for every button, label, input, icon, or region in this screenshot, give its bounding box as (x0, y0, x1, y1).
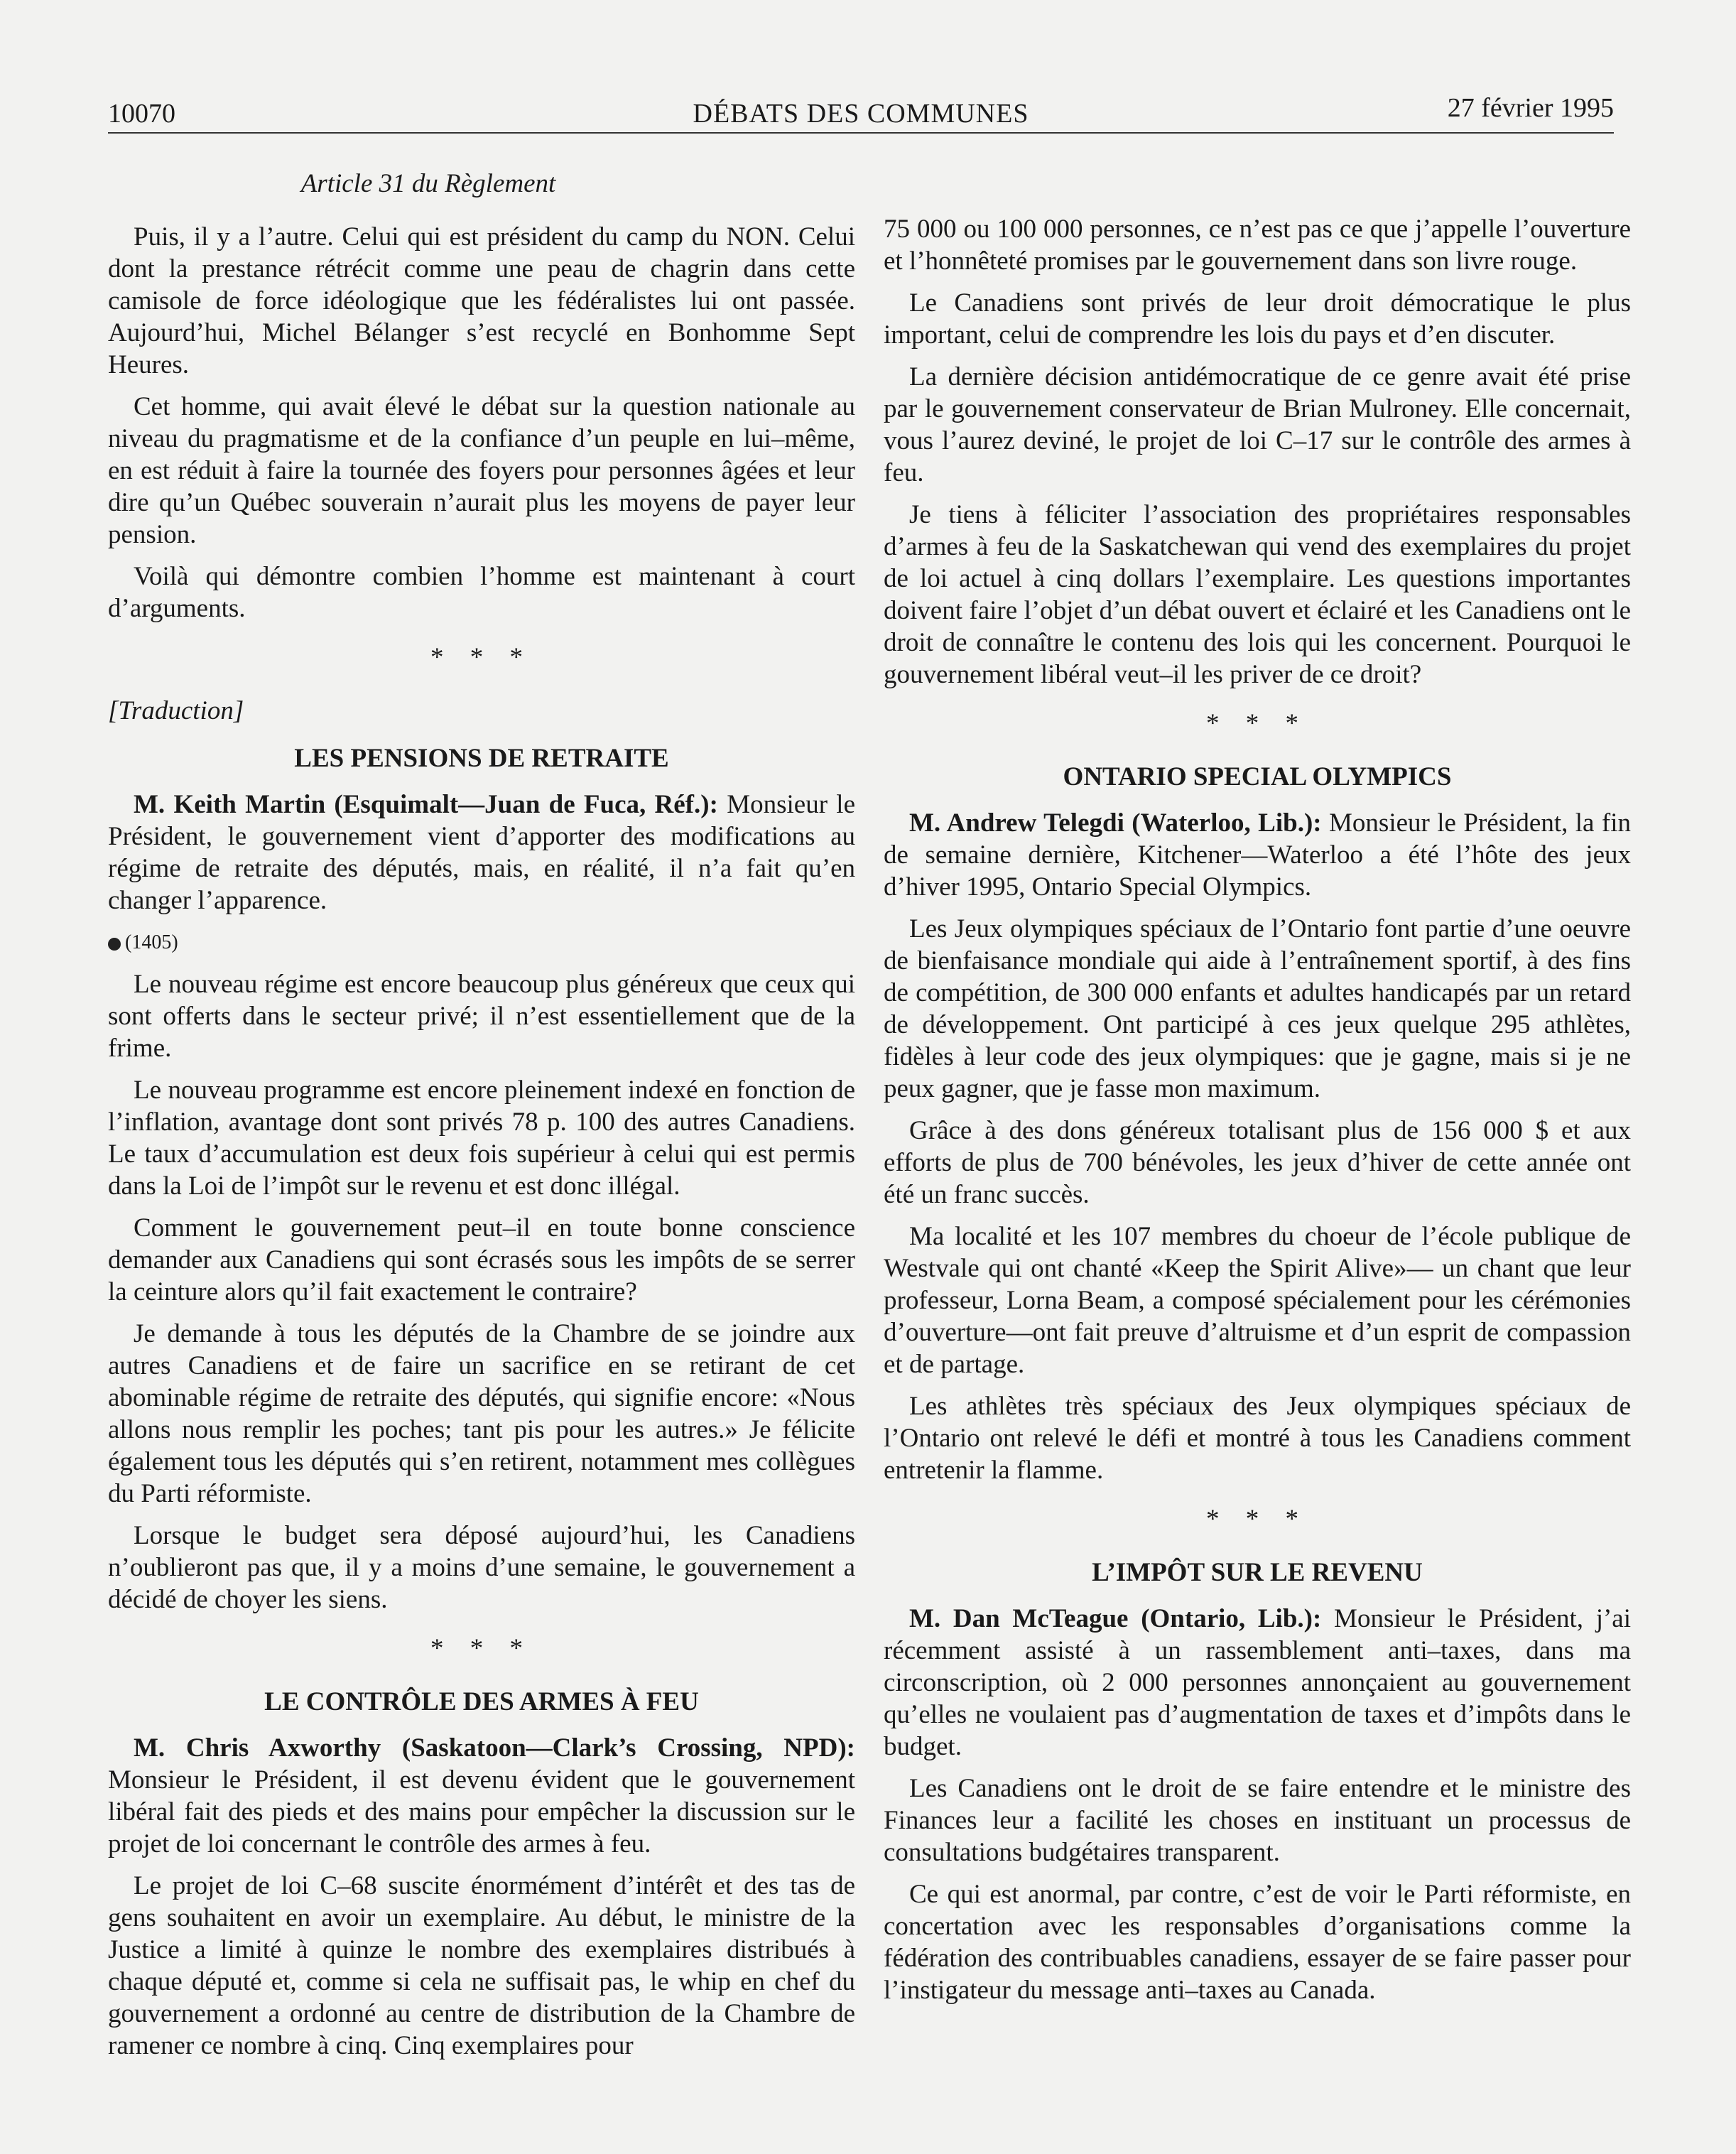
paragraph: Ce qui est anormal, par contre, c’est de voir le Parti réformiste, en concertation avec les responsables d’organisations comme la fédération des contribuables canadiens, essayer de se faire passer pour l’instigateur du message anti–taxes au Canada. (884, 1880, 1631, 2005)
paragraph: 75 000 ou 100 000 personnes, ce n’est pas ce que j’appelle l’ouverture et l’honnêteté promises par le gouvernement dans son livre rouge. (884, 215, 1631, 276)
paragraph: La dernière décision antidémocratique de ce genre avait été prise par le gouvernement conservateur de Brian Mulroney. Elle concernait, vous l’aurez deviné, le projet de loi C–17 sur le contrôle des armes à feu. (884, 362, 1631, 487)
section-heading: LE CONTRÔLE DES ARMES À FEU (264, 1687, 699, 1716)
paragraph: Le nouveau régime est encore beaucoup plus généreux que ceux qui sont offerts dans le secteur privé; il n’est essentiellement que de la frime. (108, 970, 855, 1063)
issue-date: 27 février 1995 (1447, 93, 1614, 123)
speaker-text: Monsieur le Président, j’ai récemment assisté à un rassemblement anti–taxes, dans ma circonscription, où 2 000 personnes annonçaient au gouvernement qu’elles ne voulaient pas d’augmentation de taxes et d’impôts dans le budget. (884, 1604, 1631, 1761)
paragraph: Grâce à des dons généreux totalisant plus de 156 000 $ et aux efforts de plus de 700 bénévoles, les jeux d’hiver de cette année ont été un franc succès. (884, 1116, 1631, 1209)
paragraph: Je demande à tous les députés de la Chambre de se joindre aux autres Canadiens et de faire un sacrifice en se retirant de cet abominable régime de retraite des députés, qui signifie encore: «Nous allons nous remplir les poches; tant pis pour les autres.» Je félicite également tous les députés qui s’en retirent, notamment mes collègues du Parti réformiste. (108, 1319, 855, 1508)
page-number: 10070 (108, 99, 175, 129)
speaker-text: Monsieur le Président, la fin de semaine dernière, Kitchener—Waterloo a été l’hôte des jeux d’hiver 1995, Ontario Special Olympics. (884, 808, 1632, 902)
paragraph: Voilà qui démontre combien l’homme est maintenant à court d’arguments. (108, 562, 855, 623)
paragraph: Le nouveau programme est encore pleinement indexé en fonction de l’inflation, avantage dont sont privés 78 p. 100 des autres Canadiens. Le taux d’accumulation est deux fois supérieur à celui qui est permis dans la Loi de l’impôt sur le revenu et est donc illégal. (108, 1076, 855, 1201)
paragraph: Cet homme, qui avait élevé le débat sur la question nationale au niveau du pragmatisme et de la confiance d’un peuple en lui–même, en est réduit à faire la tournée des foyers pour personnes âgées et leur dire qu’un Québec souverain n’aurait plus les moyens de payer leur pension. (108, 392, 855, 549)
paragraph: Ma localité et les 107 membres du choeur de l’école publique de Westvale qui ont chanté «Keep the Spirit Alive»— un chant que leur professeur, Lorna Beam, a composé spécialement pour les cérémonies d’ouverture—ont fait preuve d’altruisme et d’un esprit de compassion et de partage. (884, 1222, 1631, 1379)
header-rule (108, 132, 1614, 134)
paragraph: Comment le gouvernement peut–il en toute bonne conscience demander aux Canadiens qui sont écrasés sous les impôts de se serrer la ceinture alors qu’il fait exactement le contraire? (108, 1213, 855, 1306)
section-separator: * * * (1206, 709, 1308, 738)
speaker-name: M. Keith Martin (Esquimalt—Juan de Fuca, Réf.): (134, 790, 718, 819)
bullet-icon (108, 938, 121, 951)
paragraph: Puis, il y a l’autre. Celui qui est président du camp du NON. Celui dont la prestance rétrécit comme une peau de chagrin dans cette camisole de force idéologique que les fédéralistes lui ont passée. Aujourd’hui, Michel Bélanger s’est recyclé en Bonhomme Sept Heures. (108, 222, 855, 379)
speaker-name: M. Chris Axworthy (Saskatoon—Clark’s Crossing, NPD): (134, 1733, 855, 1763)
journal-title: DÉBATS DES COMMUNES (693, 99, 1029, 129)
speaker-text: Monsieur le Président, le gouvernement vient d’apporter des modifications au régime de retraite des députés, mais, en réalité, il n’a fait qu’en changer l’apparence. (108, 790, 855, 915)
speaker-paragraph (108, 1732, 855, 1860)
section-rubric: Article 31 du Règlement (300, 169, 556, 198)
paragraph: Les athlètes très spéciaux des Jeux olympiques spéciaux de l’Ontario ont relevé le défi et montré à tous les Canadiens comment entretenir la flamme. (884, 1392, 1631, 1485)
right-column (884, 213, 1631, 2016)
speaker-paragraph (884, 1603, 1631, 1763)
speaker-text: Monsieur le Président, il est devenu évident que le gouvernement libéral fait des pieds et des mains pour empêcher la discussion sur le projet de loi concernant le contrôle des armes à feu. (108, 1765, 855, 1858)
section-separator: * * * (430, 1634, 533, 1663)
section-heading: L’IMPÔT SUR LE REVENU (1092, 1558, 1423, 1587)
section-heading: ONTARIO SPECIAL OLYMPICS (1063, 762, 1452, 791)
page-header (108, 93, 1614, 134)
paragraph: Lorsque le budget sera déposé aujourd’hui, les Canadiens n’oublieront pas que, il y a moins d’une semaine, le gouvernement a décidé de choyer les siens. (108, 1521, 855, 1614)
paragraph: Les Jeux olympiques spéciaux de l’Ontario font partie d’une oeuvre de bienfaisance mondiale qui aide à l’entraînement sportif, à des fins de compétition, de 300 000 enfants et adultes handicapés par un retard de développement. Ont participé à ces jeux quelque 295 athlètes, fidèles à leur code des jeux olympiques: que je gagne, mais si je ne peux gagner, que je fasse mon maximum. (884, 914, 1631, 1103)
paragraph: Je tiens à féliciter l’association des propriétaires responsables d’armes à feu de la Saskatchewan qui vend des exemplaires du projet de loi actuel à cinq dollars l’exemplaire. Les questions importantes doivent faire l’objet d’un débat ouvert et éclairé et les Canadiens ont le droit de connaître le contenu des lois qui les concernent. Pourquoi le gouvernement libéral veut–il les priver de ce droit? (884, 500, 1631, 689)
paragraph: Les Canadiens ont le droit de se faire entendre et le ministre des Finances leur a facilité les choses en instituant un processus de consultations budgétaires transparent. (884, 1774, 1631, 1867)
paragraph: Le projet de loi C–68 suscite énormément d’intérêt et des tas de gens souhaitent en avoir un exemplaire. Au début, le ministre de la Justice a limité à quinze le nombre des exemplaires distribués à chaque député et, comme si cela ne suffisait pas, le whip en chef du gouvernement a ordonné au centre de distribution de la Chambre de ramener ce nombre à cinq. Cinq exemplaires pour (108, 1871, 855, 2060)
time-marker-text: (1405) (125, 931, 178, 953)
speaker-paragraph (884, 807, 1631, 903)
time-marker (108, 926, 855, 958)
section-separator: * * * (1206, 1505, 1308, 1534)
translation-note: [Traduction] (108, 696, 244, 725)
speaker-name: M. Andrew Telegdi (Waterloo, Lib.): (909, 808, 1322, 838)
speaker-paragraph (108, 789, 855, 916)
speaker-name: M. Dan McTeague (Ontario, Lib.): (909, 1604, 1322, 1633)
section-separator: * * * (430, 643, 533, 672)
section-heading: LES PENSIONS DE RETRAITE (294, 744, 669, 773)
paragraph: Le Canadiens sont privés de leur droit démocratique le plus important, celui de comprendre les lois du pays et d’en discuter. (884, 288, 1631, 350)
left-column (108, 168, 855, 2072)
